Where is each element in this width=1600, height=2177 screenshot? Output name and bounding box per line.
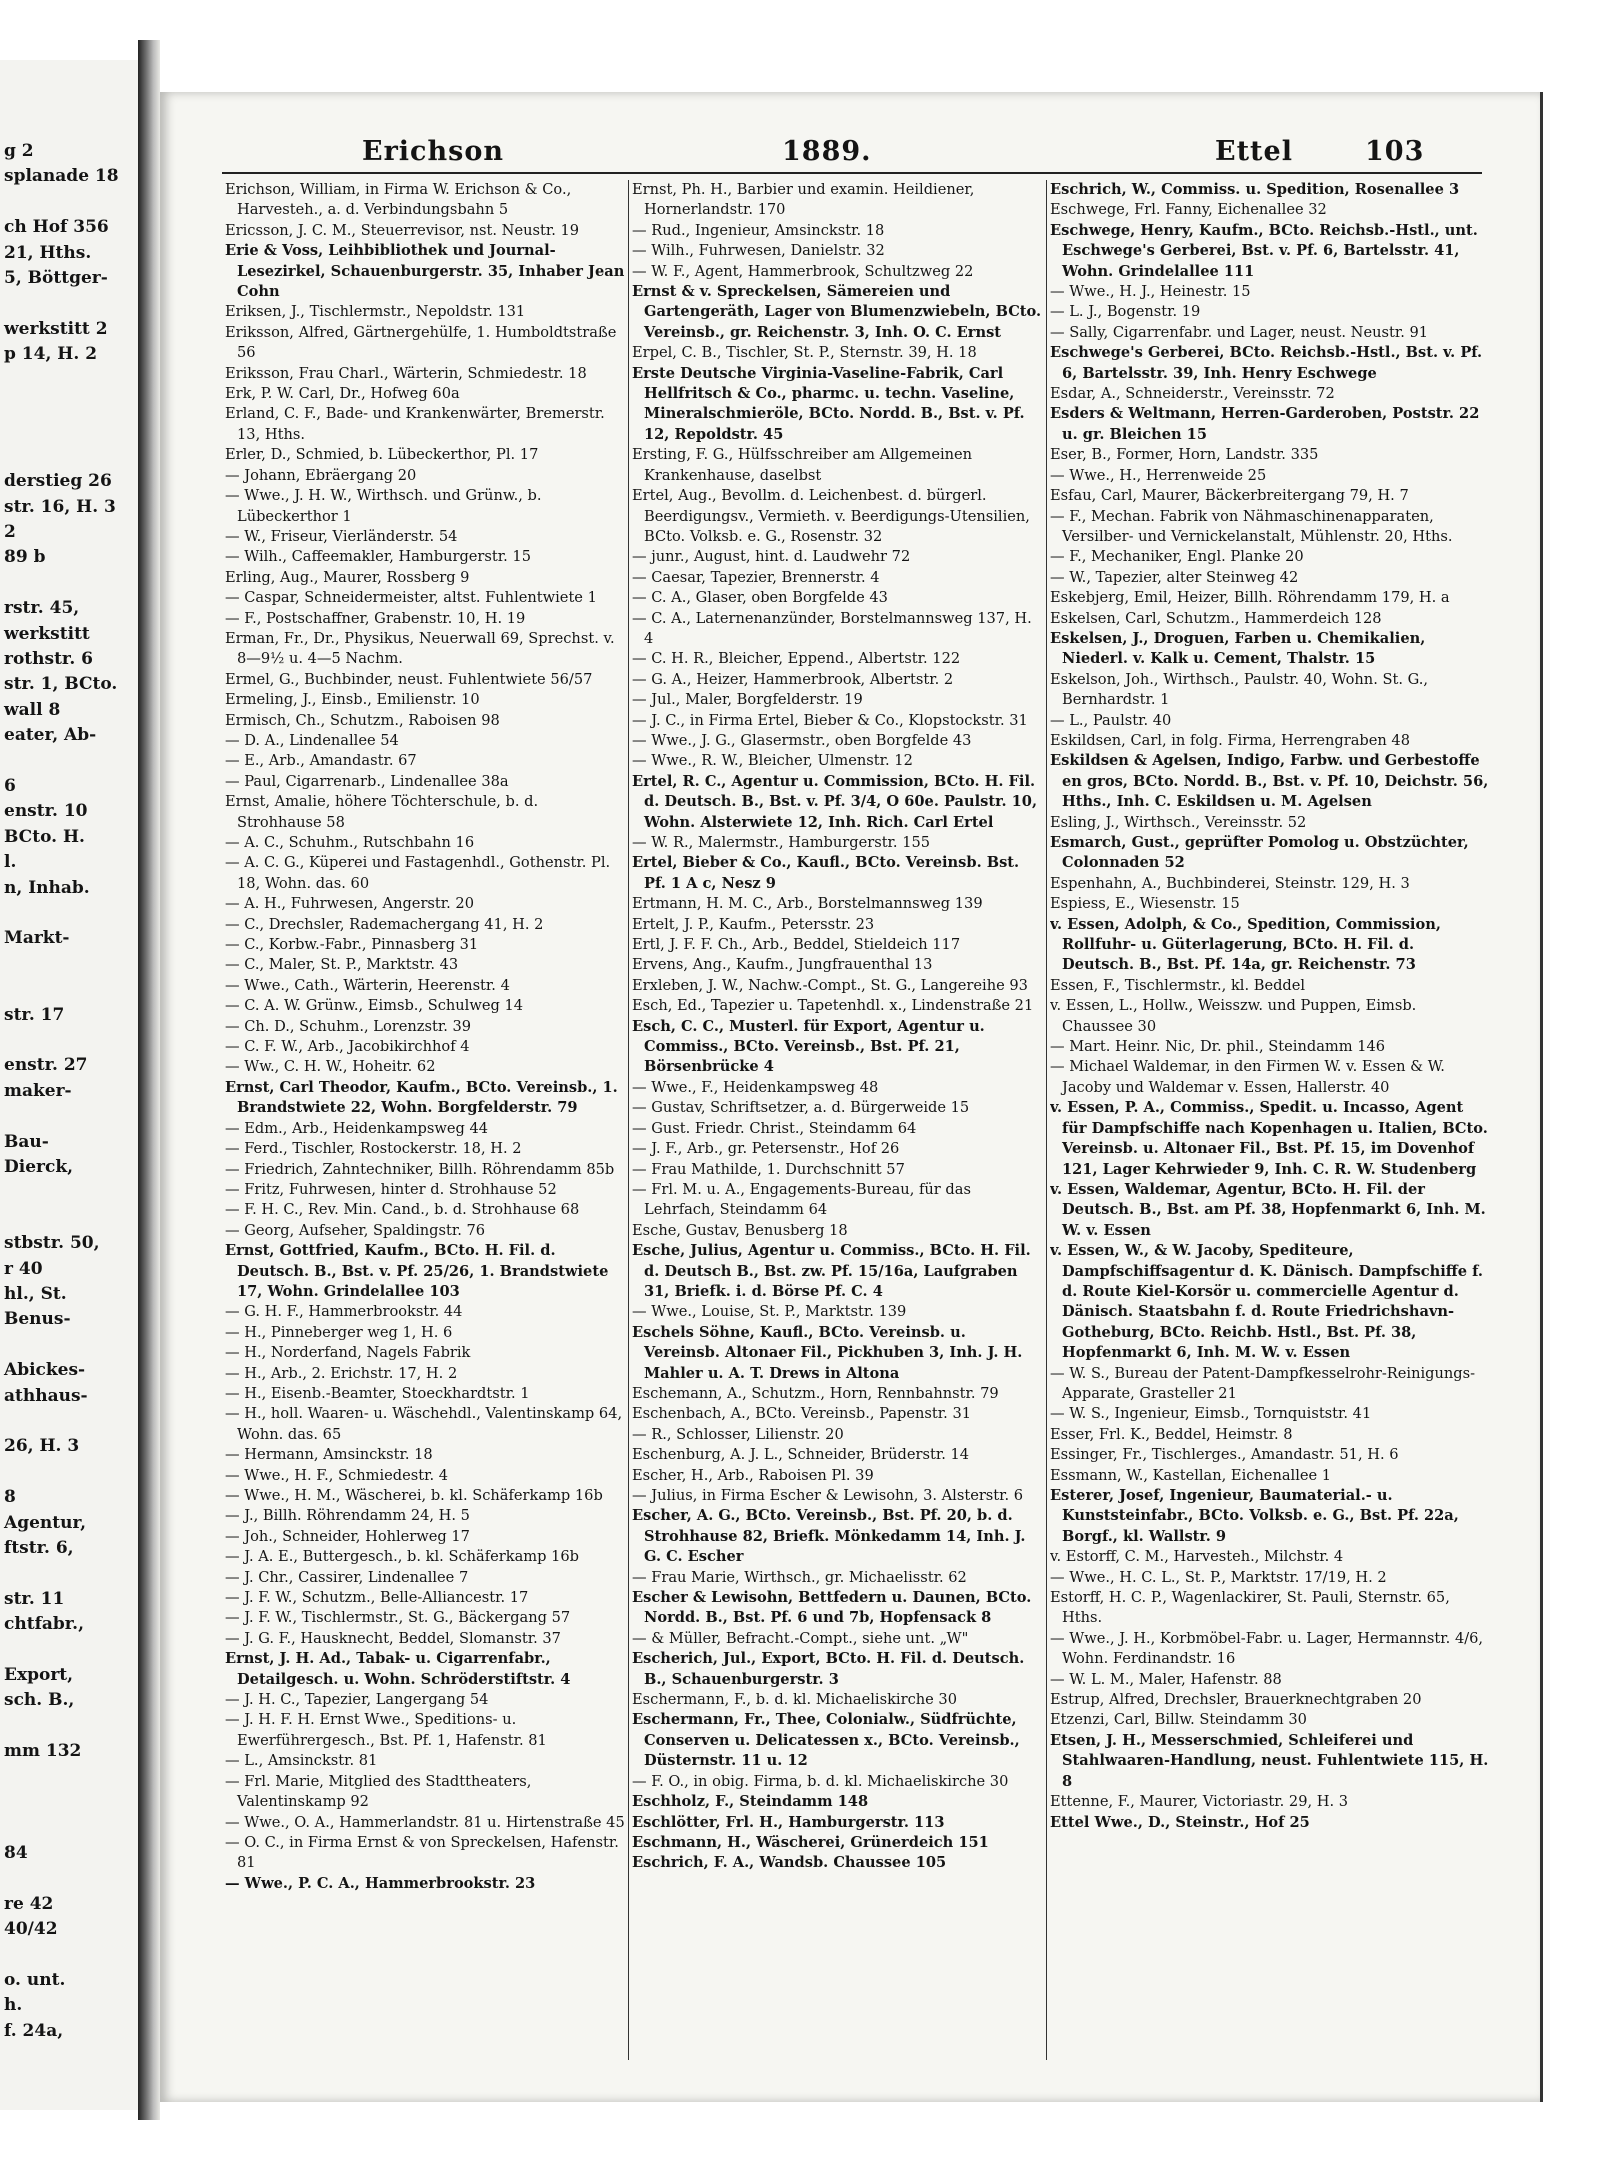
directory-entry: — Wilh., Caffeemakler, Hamburgerstr. 15: [225, 548, 531, 566]
directory-entry: — F. H. C., Rev. Min. Cand., b. d. Strohhause 68: [225, 1201, 580, 1219]
facing-page-line: 8: [4, 1487, 16, 1508]
header-rule: [222, 172, 1482, 174]
facing-page-line: str. 17: [4, 1004, 65, 1025]
directory-entry: Eschlötter, Frl. H., Hamburgerstr. 113: [632, 1813, 945, 1831]
facing-page-line: Markt-: [4, 928, 70, 949]
directory-entry: — Wwe., H. C. L., St. P., Marktstr. 17/19, H. 2: [1050, 1568, 1387, 1586]
directory-entry: Eriksen, J., Tischlermstr., Nepoldstr. 131: [225, 303, 526, 321]
directory-entry: — Gustav, Schriftsetzer, a. d. Bürgerweide 15: [632, 1099, 970, 1117]
directory-entry: Esfau, Carl, Maurer, Bäckerbreitergang 79, H. 7: [1050, 487, 1409, 505]
column-3: [1050, 180, 1490, 2070]
directory-entry: Eschels Söhne, Kaufl., BCto. Vereinsb. u. Vereinsb. Altonaer Fil., Pickhuben 3, Inh. J. H. Mahler u. A. T. Drews in Altona: [632, 1323, 1023, 1382]
directory-entry: Erman, Fr., Dr., Physikus, Neuerwall 69, Sprechst. v. 8—9½ u. 4—5 Nachm.: [225, 629, 615, 668]
directory-entry: Erichson, William, in Firma W. Erichson & Co., Harvesteh., a. d. Verbindungsbahn 5: [225, 181, 572, 219]
directory-entry: — & Müller, Befracht.-Compt., siehe unt. „W": [632, 1629, 969, 1647]
facing-page-line: 21, Hths.: [4, 242, 92, 263]
directory-entry: v. Essen, P. A., Commiss., Spedit. u. Incasso, Agent für Dampfschiffe nach Kopenhagen u. Italien, BCto. Vereinsb. u. Altonaer Fil., Bst. Pf. 15, im Dovenhof 121, Lager Kehrwieder 9, Inh. C. R. W. Studenberg: [1050, 1099, 1488, 1178]
directory-entry: — J., Billh. Röhrendamm 24, H. 5: [225, 1507, 470, 1525]
directory-entry: — D. A., Lindenallee 54: [225, 731, 399, 749]
directory-entry: Essen, F., Tischlermstr., kl. Beddel: [1050, 976, 1306, 994]
directory-entry: — J. F., Arb., gr. Petersenstr., Hof 26: [632, 1140, 900, 1158]
directory-entry: Ernst, Gottfried, Kaufm., BCto. H. Fil. d. Deutsch. B., Bst. v. Pf. 25/26, 1. Brandstwiete 17, Wohn. Grindelallee 103: [225, 1242, 609, 1300]
directory-entry: Eskelson, Joh., Wirthsch., Paulstr. 40, Wohn. St. G., Bernhardstr. 1: [1050, 670, 1429, 709]
facing-page-line: 40/42: [4, 1919, 58, 1939]
directory-entry: Eschwege, Frl. Fanny, Eichenallee 32: [1050, 201, 1327, 219]
directory-entry: Eschrich, W., Commiss. u. Spedition, Rosenallee 3: [1050, 181, 1460, 198]
directory-entry: — Edm., Arb., Heidenkampsweg 44: [225, 1119, 489, 1137]
directory-entry: — W. R., Malermstr., Hamburgerstr. 155: [632, 834, 931, 851]
directory-entry: Eschenburg, A. J. L., Schneider, Brüderstr. 14: [632, 1446, 970, 1464]
directory-entry: Espiess, E., Wiesenstr. 15: [1050, 895, 1240, 913]
directory-entry: — Wilh., Fuhrwesen, Danielstr. 32: [632, 242, 885, 260]
directory-entry: — Gust. Friedr. Christ., Steindamm 64: [632, 1119, 917, 1137]
directory-entry: — Sally, Cigarrenfabr. und Lager, neust. Neustr. 91: [1050, 323, 1429, 341]
directory-entry: — Joh., Schneider, Hohlerweg 17: [225, 1527, 470, 1545]
directory-entry: — Wwe., P. C. A., Hammerbrookstr. 23: [225, 1874, 536, 1892]
column-1: [225, 180, 625, 2070]
directory-entry: Eskildsen, Carl, in folg. Firma, Herrengraben 48: [1050, 731, 1410, 749]
directory-entry: Ertmann, H. M. C., Arb., Borstelmannsweg 139: [632, 895, 983, 913]
facing-page-line: splanade 18: [4, 166, 119, 187]
facing-page-line: chtfabr.,: [4, 1614, 85, 1635]
directory-entry: v. Essen, W., & W. Jacoby, Spediteure, Dampfschiffsagentur d. K. Dänisch. Dampfschiffe f. d. Route Kiel-Korsör u. commercielle Agentur d. Dänisch. Staatsbahn f. d. Route Friedrichshavn-Gotheburg, BCto. Reichb. Hstl., Bst. Pf. 38, Hopfenmarkt 6, Inh. M. W. v. Essen: [1050, 1242, 1483, 1362]
directory-entry: Ernst & v. Spreckelsen, Sämereien und Gartengeräth, Lager von Blumenzwiebeln, BCto. Vereinsb., gr. Reichenstr. 3, Inh. O. C. Ernst: [632, 283, 1042, 341]
directory-entry: — F., Mechaniker, Engl. Planke 20: [1050, 548, 1304, 566]
directory-entry: — Wwe., R. W., Bleicher, Ulmenstr. 12: [632, 752, 913, 770]
facing-page-line: stbstr. 50,: [4, 1233, 100, 1254]
directory-entry: — C. F. W., Arb., Jacobikirchhof 4: [225, 1038, 470, 1056]
directory-entry: Ernst, J. H. Ad., Tabak- u. Cigarrenfabr., Detailgesch. u. Wohn. Schröderstiftstr. 4: [225, 1650, 571, 1688]
directory-entry: — Paul, Cigarrenarb., Lindenallee 38a: [225, 772, 509, 790]
facing-page-line: p 14, H. 2: [4, 344, 98, 365]
directory-entry: Eschermann, F., b. d. kl. Michaeliskirche 30: [632, 1691, 957, 1709]
facing-page-line: Abickes-: [4, 1360, 86, 1381]
facing-page-line: 89 b: [4, 547, 46, 568]
directory-entry: Eriksson, Alfred, Gärtnergehülfe, 1. Humboldtstraße 56: [225, 323, 617, 362]
directory-entry: — A. C. G., Küperei und Fastagenhdl., Gothenstr. Pl. 18, Wohn. das. 60: [225, 854, 611, 892]
directory-entry: — Julius, in Firma Escher & Lewisohn, 3. Alsterstr. 6: [632, 1487, 1024, 1504]
directory-entry: Eschwege, Henry, Kaufm., BCto. Reichsb.-Hstl., unt. Eschwege's Gerberei, Bst. v. Pf. 6, Bartelsstr. 41, Wohn. Grindelallee 111: [1050, 221, 1478, 280]
directory-entry: Eskebjerg, Emil, Heizer, Billh. Röhrendamm 179, H. a: [1050, 589, 1450, 607]
facing-page-line: l.: [4, 852, 17, 873]
facing-page-line: werkstitt: [4, 623, 90, 644]
directory-entry: Ertl, J. F. F. Ch., Arb., Beddel, Stieldeich 117: [632, 936, 961, 954]
facing-page-line: Dierck,: [4, 1157, 74, 1177]
directory-entry: Esser, Frl. K., Beddel, Heimstr. 8: [1050, 1425, 1293, 1443]
facing-page-line: rothstr. 6: [4, 649, 93, 669]
facing-page-line: BCto. H.: [4, 826, 85, 847]
directory-entry: — Caesar, Tapezier, Brennerstr. 4: [632, 568, 880, 586]
directory-entry: — F., Mechan. Fabrik von Nähmaschinenapparaten, Versilber- und Vernickelanstalt, Mühlenstr. 20, Hths.: [1050, 507, 1453, 545]
directory-entry: — C. H. R., Bleicher, Eppend., Albertstr. 122: [632, 650, 961, 668]
directory-entry: Eser, B., Former, Horn, Landstr. 335: [1050, 446, 1319, 464]
directory-entry: — Frl. M. u. A., Engagements-Bureau, für das Lehrfach, Steindamm 64: [632, 1180, 971, 1219]
directory-page: [160, 92, 1543, 2102]
directory-entry: Esch, Ed., Tapezier u. Tapetenhdl. x., Lindenstraße 21: [632, 997, 1034, 1015]
directory-entry: — Wwe., J. H., Korbmöbel-Fabr. u. Lager, Hermannstr. 4/6, Wohn. Ferdinandstr. 16: [1050, 1629, 1484, 1668]
directory-entry: — W. F., Agent, Hammerbrook, Schultzweg 22: [632, 262, 974, 280]
directory-entry: Escher & Lewisohn, Bettfedern u. Daunen, BCto. Nordd. B., Bst. Pf. 6 und 7b, Hopfensack 8: [632, 1589, 1032, 1627]
directory-entry: — R., Schlosser, Lilienstr. 20: [632, 1425, 844, 1443]
facing-page-line: re 42: [4, 1893, 54, 1914]
facing-page-line: str. 16, H. 3: [4, 496, 116, 517]
facing-page-line: r 40: [4, 1258, 43, 1279]
directory-entry: — junr., August, hint. d. Laudwehr 72: [632, 548, 911, 566]
facing-page-line: h.: [4, 1995, 23, 2016]
directory-entry: — F. O., in obig. Firma, b. d. kl. Michaeliskirche 30: [632, 1772, 1009, 1790]
directory-entry: — J. A. E., Buttergesch., b. kl. Schäferkamp 16b: [225, 1548, 580, 1566]
directory-entry: — Wwe., H. J., Heinestr. 15: [1050, 283, 1251, 301]
directory-entry: — J. Chr., Cassirer, Lindenallee 7: [225, 1568, 469, 1586]
facing-page-line: 6: [4, 776, 16, 796]
directory-entry: Essmann, W., Kastellan, Eichenallee 1: [1050, 1466, 1332, 1484]
facing-page-line: str. 1, BCto.: [4, 674, 118, 695]
directory-entry: — E., Arb., Amandastr. 67: [225, 752, 417, 770]
directory-entry: — Ww., C. H. W., Hoheitr. 62: [225, 1058, 436, 1076]
directory-entry: — Frau Marie, Wirthsch., gr. Michaelisstr. 62: [632, 1568, 967, 1586]
facing-page-line: sch. B.,: [4, 1690, 75, 1711]
page-number: 103: [1365, 136, 1425, 167]
directory-entry: Ersting, F. G., Hülfsschreiber am Allgemeinen Krankenhause, daselbst: [632, 446, 973, 484]
directory-entry: — C. A., Laternenanzünder, Borstelmannsweg 137, H. 4: [632, 609, 1032, 647]
directory-entry: Ernst, Carl Theodor, Kaufm., BCto. Vereinsb., 1. Brandstwiete 22, Wohn. Borgfelderstr. 79: [225, 1078, 618, 1117]
directory-entry: Esdar, A., Schneiderstr., Vereinsstr. 72: [1050, 385, 1335, 403]
facing-page-line: 26, H. 3: [4, 1436, 80, 1457]
directory-entry: — L., Amsinckstr. 81: [225, 1752, 378, 1770]
directory-entry: Eriksson, Frau Charl., Wärterin, Schmiedestr. 18: [225, 364, 587, 382]
directory-entry: Ertel, Bieber & Co., Kaufl., BCto. Vereinsb. Bst. Pf. 1 A c, Nesz 9: [632, 854, 1020, 892]
directory-entry: Estrup, Alfred, Drechsler, Brauerknechtgraben 20: [1050, 1691, 1422, 1709]
facing-page-line: enstr. 10: [4, 801, 88, 822]
directory-entry: Ernst, Amalie, höhere Töchterschule, b. d. Strohhause 58: [225, 793, 539, 831]
directory-entry: Erland, C. F., Bade- und Krankenwärter, Bremerstr. 13, Hths.: [225, 405, 605, 443]
facing-page-line: ch Hof 356: [4, 217, 109, 238]
directory-entry: — Wwe., H. M., Wäscherei, b. kl. Schäferkamp 16b: [225, 1487, 603, 1504]
directory-entry: — J. F. W., Schutzm., Belle-Alliancestr. 17: [225, 1589, 529, 1607]
directory-entry: — C. A., Glaser, oben Borgfelde 43: [632, 589, 888, 607]
directory-entry: — Wwe., J. H. W., Wirthsch. und Grünw., b. Lübeckerthor 1: [225, 487, 542, 525]
directory-entry: v. Essen, Waldemar, Agentur, BCto. H. Fil. der Deutsch. B., Bst. am Pf. 38, Hopfenmarkt 6, Inh. M. W. v. Essen: [1050, 1180, 1486, 1239]
directory-entry: Erxleben, J. W., Nachw.-Compt., St. G., Langereihe 93: [632, 976, 1028, 994]
directory-entry: — Friedrich, Zahntechniker, Billh. Röhrendamm 85b: [225, 1160, 615, 1178]
directory-entry: — W., Friseur, Vierländerstr. 54: [225, 527, 458, 545]
directory-entry: — C., Drechsler, Rademachergang 41, H. 2: [225, 915, 544, 933]
facing-page-line: str. 11: [4, 1588, 65, 1609]
directory-entry: — H., Arb., 2. Erichstr. 17, H. 2: [225, 1364, 458, 1382]
directory-entry: — W. L. M., Maler, Hafenstr. 88: [1050, 1670, 1282, 1688]
facing-page-line: athhaus-: [4, 1385, 88, 1406]
directory-entry: — J. H. F. H. Ernst Wwe., Speditions- u. Ewerführergesch., Bst. Pf. 1, Hafenstr. 81: [225, 1711, 547, 1749]
directory-entry: v. Essen, Adolph, & Co., Spedition, Commission, Rollfuhr- u. Güterlagerung, BCto. H. Fil. d. Deutsch. B., Bst. Pf. 14a, gr. Reichenstr. 73: [1050, 915, 1441, 974]
directory-entry: Escher, H., Arb., Raboisen Pl. 39: [632, 1466, 874, 1484]
directory-entry: — A. C., Schuhm., Rutschbahn 16: [225, 834, 475, 851]
directory-entry: — H., Eisenb.-Beamter, Stoeckhardtstr. 1: [225, 1384, 530, 1402]
directory-entry: — J. F. W., Tischlermstr., St. G., Bäckergang 57: [225, 1609, 571, 1627]
header-last-entry: Ettel: [1215, 136, 1293, 167]
directory-entry: Eschholz, F., Steindamm 148: [632, 1793, 869, 1811]
directory-entry: — Frau Mathilde, 1. Durchschnitt 57: [632, 1160, 905, 1178]
directory-entry: Erler, D., Schmied, b. Lübeckerthor, Pl. 17: [225, 446, 539, 464]
directory-entry: Eschrich, F. A., Wandsb. Chaussee 105: [632, 1854, 947, 1872]
directory-entry: — Wwe., Cath., Wärterin, Heerenstr. 4: [225, 976, 510, 994]
directory-entry: — Jul., Maler, Borgfelderstr. 19: [632, 691, 863, 709]
directory-entry: Esch, C. C., Musterl. für Export, Agentur u. Commiss., BCto. Vereinsb., Bst. Pf. 21, Börsenbrücke 4: [632, 1017, 985, 1076]
directory-entry: — Wwe., J. G., Glasermstr., oben Borgfelde 43: [632, 731, 972, 749]
directory-entry: Esche, Julius, Agentur u. Commiss., BCto. H. Fil. d. Deutsch B., Bst. zw. Pf. 15/16a, Laufgraben 31, Briefk. i. d. Börse Pf. C. 4: [632, 1242, 1031, 1300]
facing-page-line: 2: [4, 522, 16, 542]
facing-page-line: o. unt.: [4, 1969, 66, 1990]
header-first-entry: Erichson: [362, 136, 504, 167]
directory-entry: Eskildsen & Agelsen, Indigo, Farbw. und Gerbestoffe en gros, BCto. Nordd. B., Bst. v. Pf. 10, Deichstr. 56, Hths., Inh. C. Eskildsen u. M. Agelsen: [1050, 752, 1489, 811]
facing-page-line: g 2: [4, 141, 34, 161]
directory-entry: Eschwege's Gerberei, BCto. Reichsb.-Hstl., Bst. v. Pf. 6, Bartelsstr. 39, Inh. Henry Eschwege: [1050, 344, 1483, 382]
directory-entry: — C., Maler, St. P., Marktstr. 43: [225, 956, 459, 974]
facing-page-line: ftstr. 6,: [4, 1538, 74, 1558]
directory-entry: Ermisch, Ch., Schutzm., Raboisen 98: [225, 711, 500, 729]
directory-entry: Erling, Aug., Maurer, Rossberg 9: [225, 568, 470, 586]
directory-entry: — Ch. D., Schuhm., Lorenzstr. 39: [225, 1017, 472, 1035]
facing-page-line: wall 8: [4, 699, 61, 720]
facing-page-line: f. 24a,: [4, 2020, 64, 2041]
facing-page-line: Benus-: [4, 1309, 71, 1330]
directory-entry: — C., Korbw.-Fabr., Pinnasberg 31: [225, 936, 479, 954]
directory-entry: — H., Norderfand, Nagels Fabrik: [225, 1344, 471, 1362]
column-divider: [1046, 180, 1047, 2060]
directory-entry: — Ferd., Tischler, Rostockerstr. 18, H. 2: [225, 1140, 522, 1158]
directory-entry: — J. G. F., Hausknecht, Beddel, Slomanstr. 37: [225, 1629, 561, 1647]
directory-entry: — G. A., Heizer, Hammerbrook, Albertstr. 2: [632, 670, 954, 688]
facing-page-line: Export,: [4, 1665, 74, 1685]
facing-page-line: rstr. 45,: [4, 598, 80, 619]
directory-entry: Ernst, Ph. H., Barbier und examin. Heildiener, Hornerlandstr. 170: [632, 181, 975, 219]
facing-page-fragment: [0, 60, 140, 2110]
directory-entry: — Mart. Heinr. Nic, Dr. phil., Steindamm 146: [1050, 1038, 1386, 1056]
directory-entry: — Fritz, Fuhrwesen, hinter d. Strohhause 52: [225, 1180, 557, 1198]
column-2: [632, 180, 1042, 2070]
directory-entry: Ericsson, J. C. M., Steuerrevisor, nst. Neustr. 19: [225, 221, 580, 239]
directory-entry: Ertel, Aug., Bevollm. d. Leichenbest. d. bürgerl. Beerdigungsv., Vermieth. v. Beerdigungs-Utensilien, BCto. Volksb. e. G., Rosenstr. 32: [632, 487, 1030, 545]
directory-entry: — Caspar, Schneidermeister, altst. Fuhlentwiete 1: [225, 589, 597, 607]
directory-entry: v. Essen, L., Hollw., Weisszw. und Puppen, Eimsb. Chaussee 30: [1050, 997, 1417, 1035]
directory-entry: — J. C., in Firma Ertel, Bieber & Co., Klopstockstr. 31: [632, 711, 1028, 729]
directory-entry: — H., holl. Waaren- u. Wäschehdl., Valentinskamp 64, Wohn. das. 65: [225, 1405, 623, 1443]
directory-entry: Eskelsen, Carl, Schutzm., Hammerdeich 128: [1050, 609, 1382, 627]
directory-entry: Erste Deutsche Virginia-Vaseline-Fabrik, Carl Hellfritsch & Co., pharmc. u. techn. Vaseline, Mineralschmieröle, BCto. Nordd. B., Bst. v. Pf. 12, Repoldstr. 45: [632, 364, 1025, 443]
directory-entry: — G. H. F., Hammerbrookstr. 44: [225, 1303, 463, 1321]
running-header: [160, 136, 1540, 172]
facing-page-line: maker-: [4, 1080, 72, 1101]
facing-page-line: 5, Böttger-: [4, 268, 108, 288]
directory-entry: Eschmann, H., Wäscherei, Grünerdeich 151: [632, 1833, 989, 1851]
directory-entry: — C. A. W. Grünw., Eimsb., Schulweg 14: [225, 997, 524, 1015]
directory-entry: Ervens, Ang., Kaufm., Jungfrauenthal 13: [632, 956, 933, 974]
facing-page-line: Bau-: [4, 1131, 49, 1152]
facing-page-line: eater, Ab-: [4, 725, 97, 746]
directory-entry: Esling, J., Wirthsch., Vereinsstr. 52: [1050, 813, 1307, 831]
column-divider: [628, 180, 629, 2060]
directory-entry: Ermeling, J., Einsb., Emilienstr. 10: [225, 691, 480, 709]
directory-entry: Esterer, Josef, Ingenieur, Baumaterial.- u. Kunststeinfabr., BCto. Volksb. e. G., Bst. Pf. 22a, Borgf., kl. Wallstr. 9: [1050, 1487, 1459, 1545]
directory-entry: Etsen, J. H., Messerschmied, Schleiferei und Stahlwaaren-Handlung, neust. Fuhlentwiete 115, H. 8: [1050, 1731, 1489, 1790]
directory-entry: — Wwe., H., Herrenweide 25: [1050, 466, 1267, 484]
directory-entry: — Michael Waldemar, in den Firmen W. v. Essen & W. Jacoby und Waldemar v. Essen, Hallerstr. 40: [1050, 1058, 1445, 1096]
directory-entry: — Frl. Marie, Mitglied des Stadttheaters, Valentinskamp 92: [225, 1772, 532, 1811]
facing-page-line: derstieg 26: [4, 471, 112, 492]
directory-entry: Eschenbach, A., BCto. Vereinsb., Papenstr. 31: [632, 1405, 972, 1423]
header-year: 1889.: [782, 136, 872, 167]
directory-entry: Ettenne, F., Maurer, Victoriastr. 29, H. 3: [1050, 1793, 1349, 1811]
facing-page-line: enstr. 27: [4, 1055, 88, 1076]
directory-entry: — L., Paulstr. 40: [1050, 711, 1172, 729]
directory-entry: Ertel, R. C., Agentur u. Commission, BCto. H. Fil. d. Deutsch. B., Bst. v. Pf. 3/4, O 60e. Paulstr. 10, Wohn. Alsterwiete 12, Inh. Rich. Carl Ertel: [632, 772, 1038, 831]
directory-entry: — Hermann, Amsinckstr. 18: [225, 1446, 433, 1464]
directory-entry: — W. S., Ingenieur, Eimsb., Tornquiststr. 41: [1050, 1405, 1372, 1423]
directory-entry: Eskelsen, J., Droguen, Farben u. Chemikalien, Niederl. v. Kalk u. Cement, Thalstr. 15: [1050, 629, 1426, 668]
facing-page-line: mm 132: [4, 1741, 82, 1762]
directory-entry: — J. H. C., Tapezier, Langergang 54: [225, 1691, 489, 1709]
directory-entry: Erk, P. W. Carl, Dr., Hofweg 60a: [225, 385, 460, 403]
directory-entry: Esche, Gustav, Benusberg 18: [632, 1221, 848, 1239]
directory-entry: — Rud., Ingenieur, Amsinckstr. 18: [632, 221, 885, 239]
directory-entry: — Wwe., Louise, St. P., Marktstr. 139: [632, 1303, 907, 1321]
facing-page-line: n, Inhab.: [4, 877, 90, 898]
directory-entry: Esders & Weltmann, Herren-Garderoben, Poststr. 22 u. gr. Bleichen 15: [1050, 405, 1480, 443]
directory-entry: — Johann, Ebräergang 20: [225, 466, 417, 484]
directory-entry: — Wwe., F., Heidenkampsweg 48: [632, 1078, 879, 1096]
directory-entry: Espenhahn, A., Buchbinderei, Steinstr. 129, H. 3: [1050, 874, 1410, 892]
facing-page-line: werkstitt 2: [4, 318, 108, 339]
directory-entry: Esmarch, Gust., geprüfter Pomolog u. Obstzüchter, Colonnaden 52: [1050, 834, 1469, 872]
directory-entry: Essinger, Fr., Tischlerges., Amandastr. 51, H. 6: [1050, 1446, 1399, 1464]
directory-entry: — F., Postschaffner, Grabenstr. 10, H. 19: [225, 609, 526, 627]
facing-page-line: Agentur,: [4, 1512, 87, 1533]
directory-entry: — A. H., Fuhrwesen, Angerstr. 20: [225, 895, 474, 913]
directory-entry: Ettel Wwe., D., Steinstr., Hof 25: [1050, 1813, 1310, 1831]
directory-entry: Erpel, C. B., Tischler, St. P., Sternstr. 39, H. 18: [632, 344, 977, 362]
directory-entry: v. Estorff, C. M., Harvesteh., Milchstr. 4: [1050, 1548, 1344, 1566]
directory-entry: — Wwe., H. F., Schmiedestr. 4: [225, 1466, 449, 1484]
directory-entry: — L. J., Bogenstr. 19: [1050, 303, 1201, 321]
directory-entry: — Wwe., O. A., Hammerlandstr. 81 u. Hirtenstraße 45: [225, 1813, 625, 1831]
facing-page-line: hl., St.: [4, 1284, 67, 1304]
directory-entry: — Georg, Aufseher, Spaldingstr. 76: [225, 1221, 486, 1239]
book-gutter: [138, 40, 160, 2120]
directory-entry: Estorff, H. C. P., Wagenlackirer, St. Pauli, Sternstr. 65, Hths.: [1050, 1589, 1450, 1627]
directory-entry: Ertelt, J. P., Kaufm., Petersstr. 23: [632, 915, 875, 933]
directory-entry: Ermel, G., Buchbinder, neust. Fuhlentwiete 56/57: [225, 670, 593, 688]
directory-entry: Escherich, Jul., Export, BCto. H. Fil. d. Deutsch. B., Schauenburgerstr. 3: [632, 1650, 1025, 1688]
directory-entry: — W. S., Bureau der Patent-Dampfkesselrohr-Reinigungs-Apparate, Grasteller 21: [1050, 1364, 1476, 1402]
directory-entry: Escher, A. G., BCto. Vereinsb., Bst. Pf. 20, b. d. Strohhause 82, Briefk. Mönkedamm 14, Inh. J. G. C. Escher: [632, 1507, 1026, 1566]
directory-entry: Eschermann, Fr., Thee, Colonialw., Südfrüchte, Conserven u. Delicatessen x., BCto. Vereinsb., Düsternstr. 11 u. 12: [632, 1711, 1020, 1770]
facing-page-line: 84: [4, 1842, 28, 1863]
directory-entry: — W., Tapezier, alter Steinweg 42: [1050, 568, 1299, 586]
directory-entry: Etzenzi, Carl, Billw. Steindamm 30: [1050, 1711, 1307, 1729]
directory-entry: — H., Pinneberger weg 1, H. 6: [225, 1323, 453, 1341]
directory-entry: Erie & Voss, Leihbibliothek und Journal-Lesezirkel, Schauenburgerstr. 35, Inhaber Jean Cohn: [225, 242, 625, 301]
directory-entry: Eschemann, A., Schutzm., Horn, Rennbahnstr. 79: [632, 1384, 999, 1402]
directory-entry: — O. C., in Firma Ernst & von Spreckelsen, Hafenstr. 81: [225, 1833, 619, 1872]
